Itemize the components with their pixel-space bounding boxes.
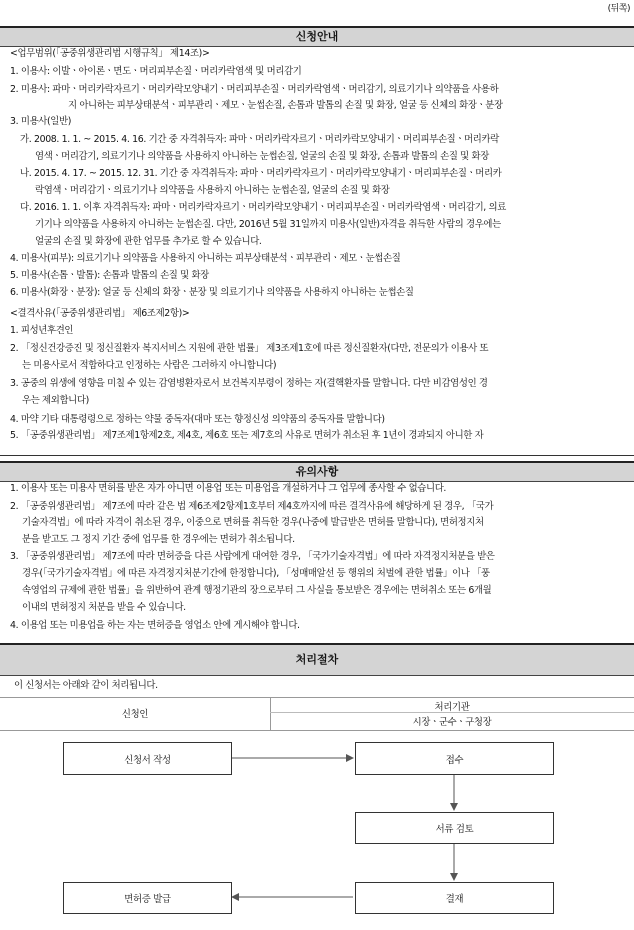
- caution-line: 경우(「국가기술자격법」에 따른 자격정지처분기간에 한정합니다), 「성매매알선 등 행위의 처벌에 관한 법률」이나 「풍: [22, 568, 490, 579]
- guide-line: 우는 제외합니다): [22, 395, 89, 406]
- caution-line: 2. 「공중위생관리법」 제7조에 따라 같은 법 제6조제2항제1호부터 제4호까지에 따른 결격사유에 해당하게 된 경우, 「국가: [10, 501, 494, 512]
- step-approve-label: 결재: [445, 894, 464, 905]
- guide-line: 나. 2015. 4. 17. ~ 2015. 12. 31. 기간 중 자격취득자: 파마ㆍ머리카락자르기ㆍ머리카락모양내기ㆍ머리피부손질ㆍ머리카: [20, 168, 502, 179]
- step-submit-label: 신청서 작성: [124, 754, 171, 766]
- back-page-label: (뒤쪽): [607, 4, 630, 14]
- caution-line: 3. 「공중위생관리법」 제7조에 따라 면허증을 다른 사람에게 대여한 경우, 「국가기술자격법」에 따라 자격정지처분을 받은: [10, 551, 495, 562]
- caution-line: 1. 이용사 또는 미용사 면허를 받은 자가 아니면 이용업 또는 미용업을 개설하거나 그 업무에 종사할 수 없습니다.: [10, 483, 447, 494]
- guide-line: 3. 미용사(일반): [10, 116, 72, 127]
- step-review-box: [355, 812, 554, 844]
- procedure-intro: 이 신청서는 아래와 같이 처리됩니다.: [14, 680, 158, 691]
- step-receive-box: [355, 742, 554, 775]
- caution-line: 4. 이용업 또는 미용업을 하는 자는 면허증을 영업소 안에 게시해야 합니다.: [10, 620, 300, 631]
- agency-column-header: 처리기관: [434, 702, 470, 713]
- guide-line: 지 아니하는 피부상태분석ㆍ피부관리ㆍ제모ㆍ눈썹손질, 손톱과 발톱의 손질 및 화장, 얼굴 등 신체의 화장ㆍ분장: [68, 100, 503, 111]
- step-issue-label: 면허증 발급: [124, 894, 171, 905]
- guide-line: 얼굴의 손질 및 화장에 관한 업무를 추가로 할 수 있습니다.: [35, 236, 262, 247]
- caution-line: 분을 받고도 그 정지 기간 중에 업무를 한 경우에는 면허가 취소됩니다.: [22, 534, 295, 545]
- guide-line: 1. 피성년후견인: [10, 325, 74, 336]
- application-guide-header: 신청안내: [0, 26, 634, 47]
- guide-line: 5. 「공중위생관리법」 제7조제1항제2호, 제4호, 제6호 또는 제7호의 사유로 면허가 취소된 후 1년이 경과되지 아니한 자: [10, 430, 484, 441]
- guide-line: <결격사유(「공중위생관리법」 제6조제2항)>: [10, 308, 190, 319]
- guide-line: 2. 미용사: 파마ㆍ머리카락자르기ㆍ머리카락모양내기ㆍ머리피부손질ㆍ머리카락염색ㆍ머리감기, 의료기기나 의약품을 사용하: [10, 84, 499, 95]
- guide-line: <업무범위(「공중위생관리법 시행규칙」 제14조)>: [10, 48, 210, 59]
- guide-line: 염색ㆍ머리감기, 의료기기나 의약품을 사용하지 아니하는 눈썹손질, 얼굴의 손질 및 화장, 손톱과 발톱의 손질 및 화장: [35, 151, 489, 162]
- caution-line: 이내의 면허정지 처분을 받을 수 있습니다.: [22, 602, 186, 613]
- guide-line: 1. 이용사: 이발ㆍ아이론ㆍ면도ㆍ머리피부손질ㆍ머리카락염색 및 머리감기: [10, 66, 302, 77]
- caution-line: 속영업의 규제에 관한 법률」을 위반하여 관계 행정기관의 장으로부터 그 사실을 통보받은 경우에는 면허취소 또는 6개월: [22, 585, 492, 596]
- guide-line: 는 미용사로서 적합하다고 인정하는 사람은 그러하지 아니합니다): [22, 360, 277, 371]
- step-issue-box: [63, 882, 232, 914]
- guide-line: 4. 미용사(피부): 의료기기나 의약품을 사용하지 아니하는 피부상태분석ㆍ피부관리ㆍ제모ㆍ눈썹손질: [10, 253, 401, 264]
- guide-line: 기기나 의약품을 사용하지 아니하는 눈썹손질. 다만, 2016년 5월 31일까지 미용사(일반)자격을 취득한 사람의 경우에는: [35, 219, 501, 230]
- step-receive-label: 접수: [445, 754, 464, 766]
- procedure-header: 처리절차: [0, 643, 634, 676]
- agency-column-subheader: 시장ㆍ군수ㆍ구청장: [412, 717, 492, 728]
- caution-line: 기술자격법」에 따라 자격이 취소된 경우, 이중으로 면허를 취득한 경우(나중에 발급받은 면허를 말합니다), 면허정지처: [22, 517, 484, 528]
- guide-line: 5. 미용사(손톱ㆍ발톱): 손톱과 발톱의 손질 및 화장: [10, 270, 209, 281]
- guide-line: 락염색ㆍ머리감기ㆍ의료기기나 의약품을 사용하지 아니하는 눈썹손질, 얼굴의 손질 및 화장: [35, 185, 390, 196]
- guide-line: 다. 2016. 1. 1. 이후 자격취득자: 파마ㆍ머리카락자르기ㆍ머리카락모양내기ㆍ머리피부손질ㆍ머리카락염색ㆍ머리감기, 의료: [20, 202, 506, 213]
- step-review-label: 서류 검토: [435, 824, 474, 835]
- cautions-header: 유의사항: [0, 461, 634, 482]
- step-submit-box: [63, 742, 232, 775]
- applicant-column-header: 신청인: [121, 709, 149, 720]
- step-approve-box: [355, 882, 554, 914]
- guide-line: 6. 미용사(화장ㆍ분장): 얼굴 등 신체의 화장ㆍ분장 및 의료기기나 의약품을 사용하지 아니하는 눈썹손질: [10, 287, 414, 298]
- guide-line: 3. 공중의 위생에 영향을 미칠 수 있는 감염병환자로서 보건복지부령이 정하는 자(결핵환자를 말합니다. 다만 비감염성인 경: [10, 378, 488, 389]
- guide-line: 4. 마약 기타 대통령령으로 정하는 약물 중독자(대마 또는 향정신성 의약품의 중독자를 말합니다): [10, 414, 385, 425]
- guide-line: 가. 2008. 1. 1. ~ 2015. 4. 16. 기간 중 자격취득자: 파마ㆍ머리카락자르기ㆍ머리카락모양내기ㆍ머리피부손질ㆍ머리카락: [20, 134, 499, 145]
- guide-line: 2. 「정신건강증진 및 정신질환자 복지서비스 지원에 관한 법률」 제3조제1호에 따른 정신질환자(다만, 전문의가 이용사 또: [10, 343, 489, 354]
